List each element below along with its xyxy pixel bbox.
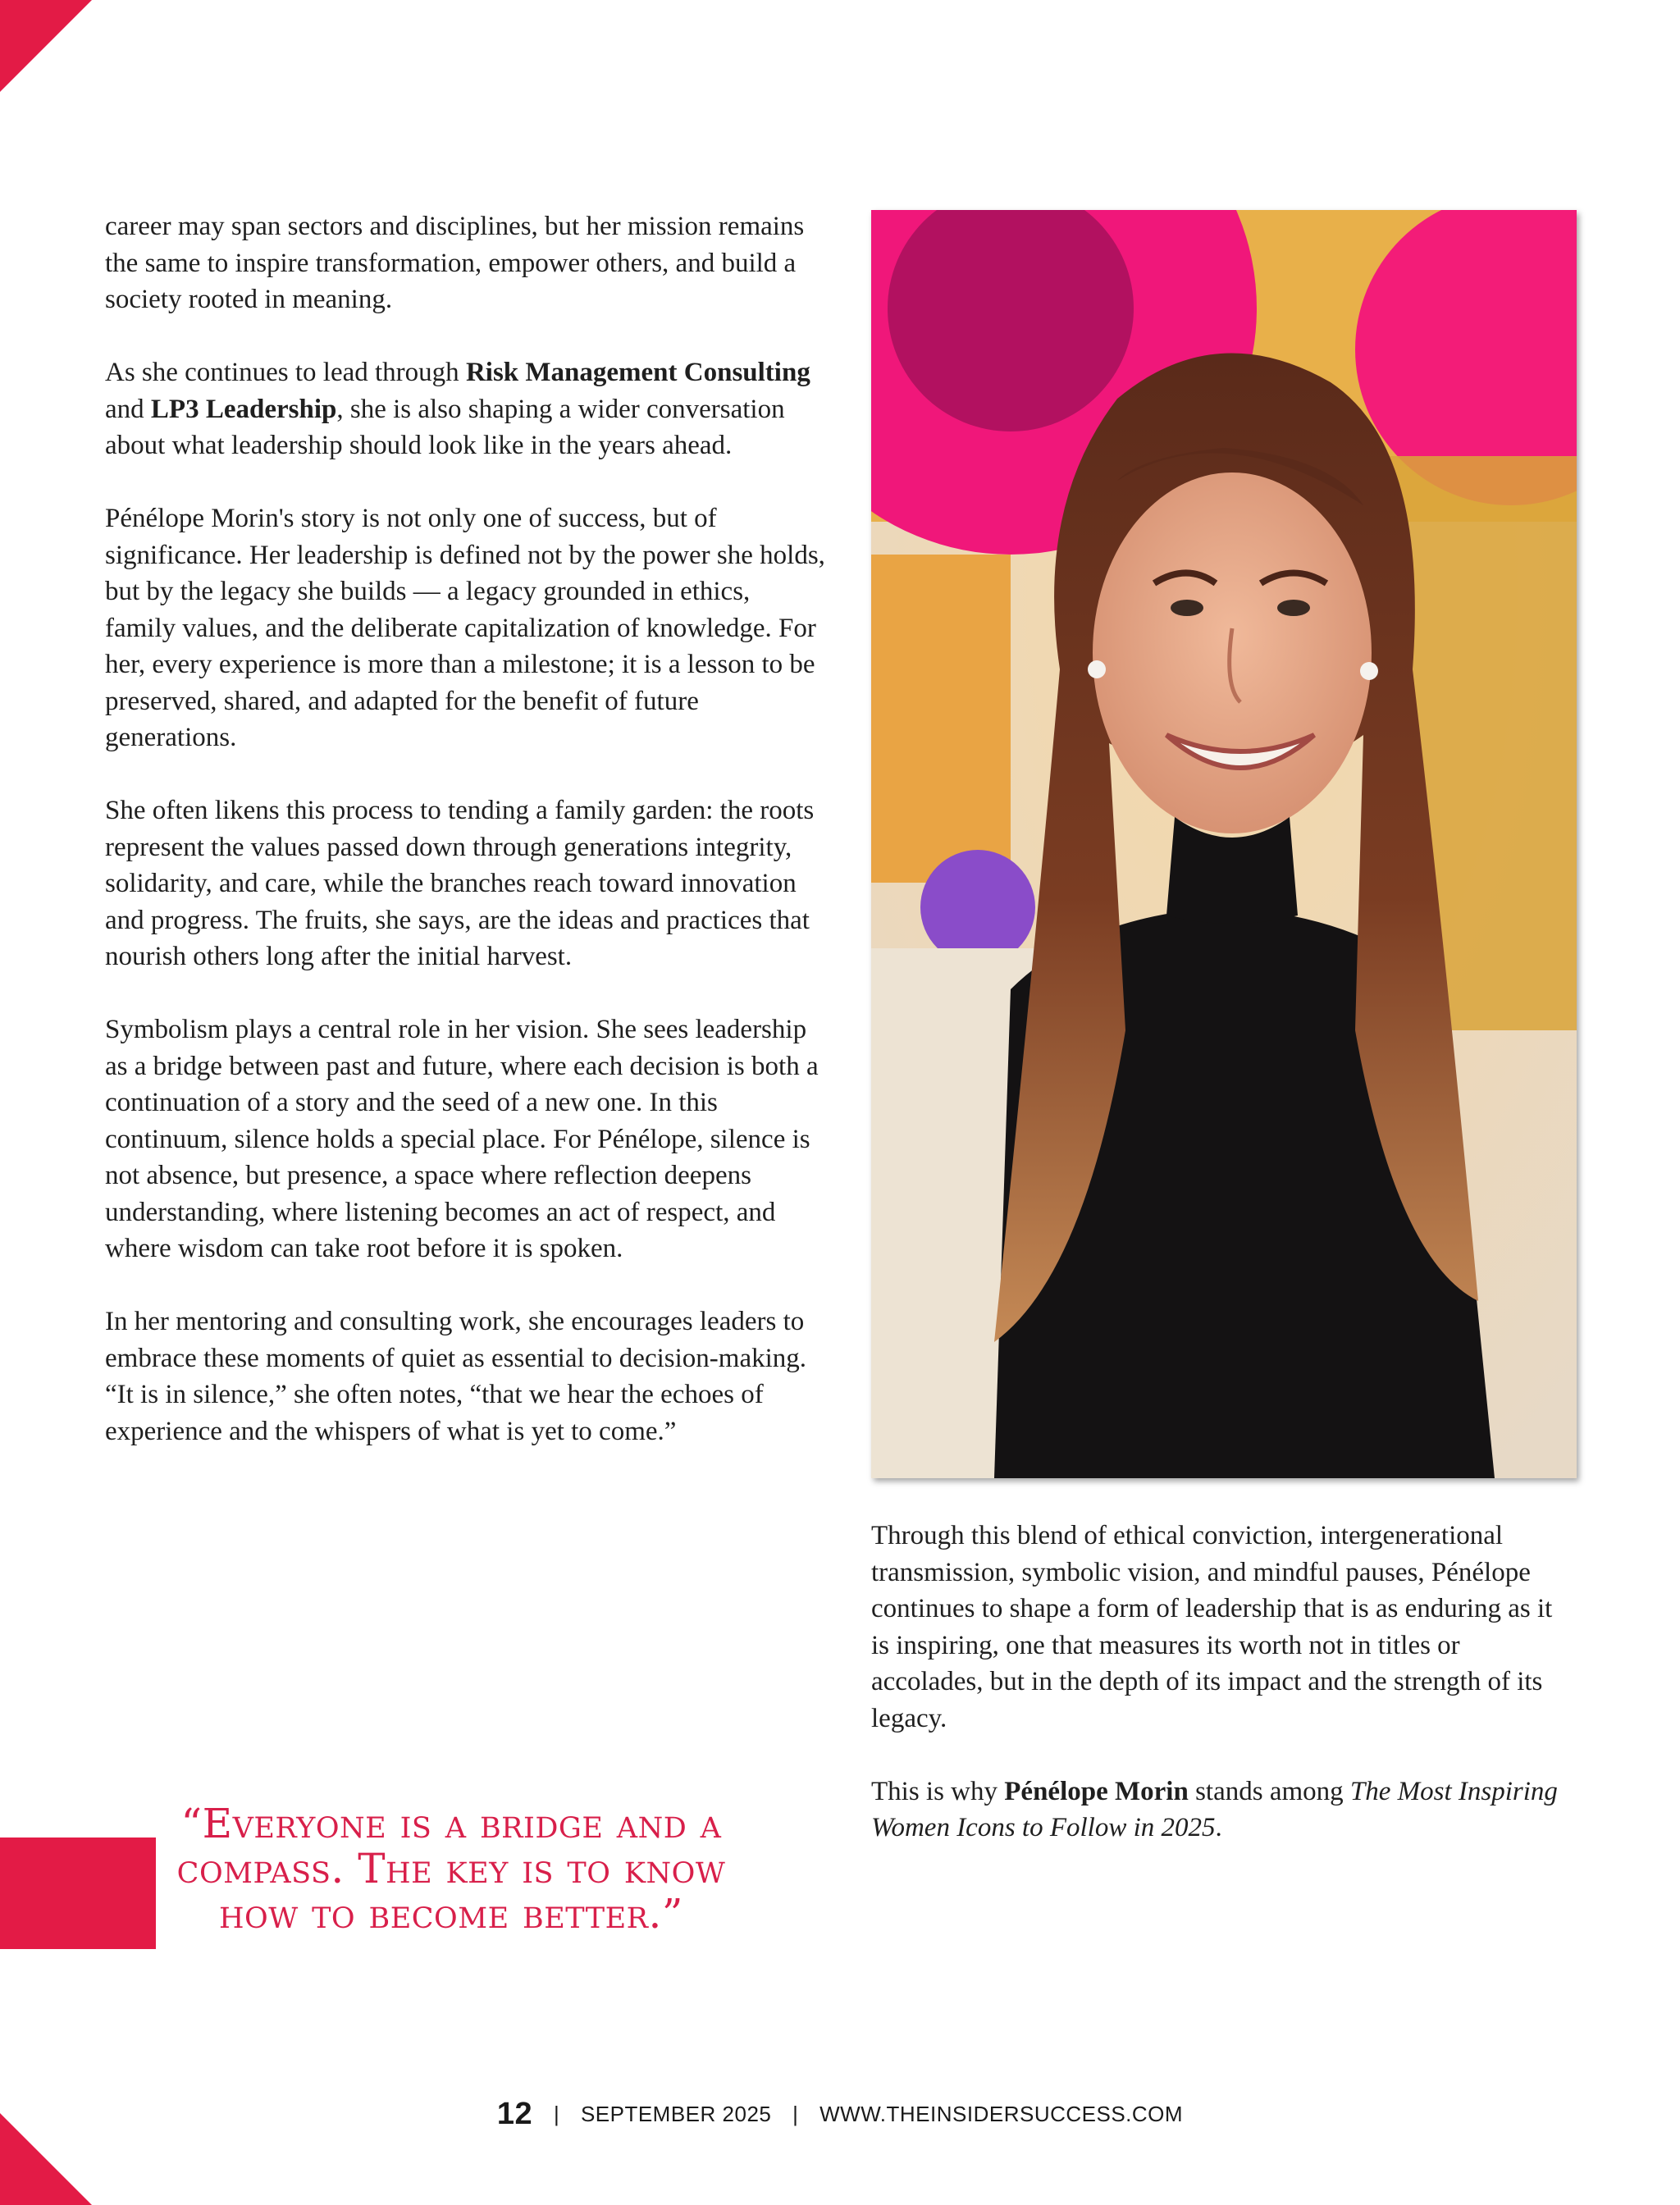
page-number: 12 xyxy=(496,2097,533,2131)
website-url: WWW.THEINSIDERSUCCESS.COM xyxy=(819,2102,1184,2126)
text: This is why xyxy=(871,1776,1005,1806)
footer-separator: | xyxy=(553,2102,560,2126)
bold-text: Pénélope Morin xyxy=(1004,1776,1189,1806)
bold-text: LP3 Leadership xyxy=(150,394,337,424)
text: stands among xyxy=(1188,1776,1350,1806)
paragraph-4: She often likens this process to tending a family garden: the roots represent the values passed down through generations integrity, solidarity, and care, while the branches reach toward innovation and progress. The fruits, she says, are the ideas and practices that nourish others long after the initial harvest. xyxy=(105,796,815,971)
paragraph-7: Through this blend of ethical conviction, intergenerational transmission, symbolic vision, and mindful pauses, Pénélope continues to shape a form of leadership that is as enduring as it is inspiring, one that measures its worth not in titles or accolades, but in the depth of its impact and the strength of its legacy. xyxy=(871,1521,1553,1733)
pull-quote: “Everyone is a bridge and a compass. The key is to know how to become better.” xyxy=(176,1800,726,1938)
text: . xyxy=(1215,1813,1222,1842)
paragraph-5: Symbolism plays a central role in her vision. She sees leadership as a bridge between past and future, where each decision is both a continuation of a story and the seed of a new one. In this continuum, silence holds a special place. For Pénélope, silence is not absence, but presence, a space where reflection deepens understanding, where listening becomes an act of respect, and where wisdom can take root before it is spoken. xyxy=(105,1015,819,1263)
portrait-photo xyxy=(871,210,1577,1478)
text: and xyxy=(105,394,151,424)
paragraph-6: In her mentoring and consulting work, she encourages leaders to embrace these moments of quiet as essential to decision-making. “It is in silence,” she often notes, “that we hear the echoes of experience and the whispers of what is yet to come.” xyxy=(105,1307,807,1446)
footer-separator: | xyxy=(792,2102,799,2126)
italic-text: The Most Inspiring Women Icons to Follow in 2025 xyxy=(871,1776,1558,1842)
corner-decoration-top-left xyxy=(0,0,92,92)
text: As she continues to lead through xyxy=(105,358,466,387)
issue-date: SEPTEMBER 2025 xyxy=(580,2102,772,2126)
paragraph-8 xyxy=(871,1774,1560,1847)
right-column xyxy=(871,1518,1560,1883)
bold-text: Risk Management Consulting xyxy=(465,358,810,387)
text: , she is also shaping a wider conversation about what leadership should look like in the years ahead. xyxy=(105,394,785,460)
quote-accent-block xyxy=(0,1838,156,1949)
paragraph-3: Pénélope Morin's story is not only one of success, but of significance. Her leadership is defined not by the power she holds, but by the legacy she builds — a legacy grounded in ethics, family values, and the deliberate capitalization of knowledge. For her, every experience is more than a milestone; it is a lesson to be preserved, shared, and adapted for the benefit of future generations. xyxy=(105,504,825,752)
paragraph-1: career may span sectors and disciplines, but her mission remains the same to inspire transformation, empower others, and build a society rooted in meaning. xyxy=(105,212,805,314)
page-footer xyxy=(0,2097,1680,2132)
left-column xyxy=(105,208,827,1486)
paragraph-2 xyxy=(105,354,827,464)
